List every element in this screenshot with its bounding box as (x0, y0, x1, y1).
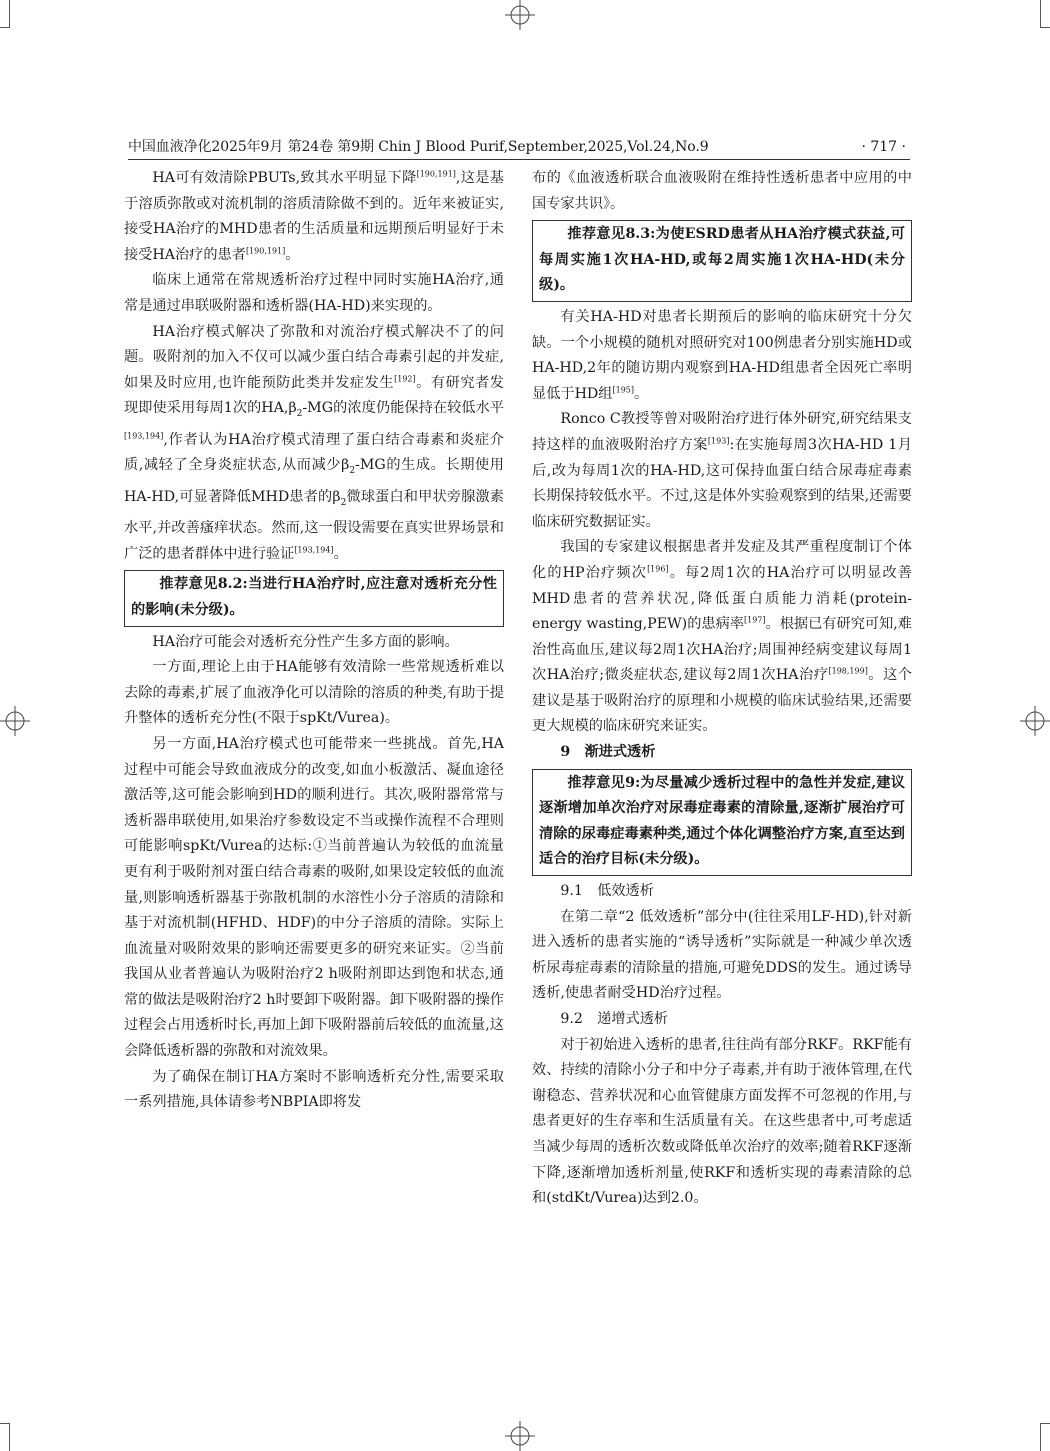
text: 微球蛋白和甲状旁腺激素水平,并改善瘙痒状态。然而,这一假设需要在真实世界场景和广泛的患者群体中进行验证 (124, 488, 504, 562)
subscript: 2 (296, 409, 303, 420)
citation: [193] (707, 436, 730, 446)
text: 。 (333, 545, 348, 562)
text: 。 (634, 385, 649, 402)
citation: [192] (394, 374, 416, 384)
paragraph (532, 305, 912, 407)
text: 。 (285, 246, 300, 263)
crop-mark-bottom-left-h (0, 1423, 9, 1424)
running-header (128, 137, 910, 160)
paragraph (124, 166, 504, 268)
crop-mark-top-left-v (9, 0, 10, 28)
text: 。每2周1次的HA治疗可以明显改善MHD患者的营养状况,降低蛋白质能力消耗(protein-energy wasting,PEW)的患病率 (532, 564, 912, 633)
subscript: 2 (349, 466, 356, 477)
citation: [198,199] (828, 666, 868, 676)
text: HA治疗模式解决了弥散和对流治疗模式解决不了的问题。吸附剂的加入不仅可以减少蛋白结合毒素引起的并发症,如果及时应用,也许能预防此类并发症发生 (124, 323, 504, 391)
paragraph (532, 535, 912, 740)
citation: [193,194] (294, 545, 334, 555)
text: 有关HA-HD对患者长期预后的影响的临床研究十分欠缺。一个小规模的随机对照研究对100例患者分别实施HD或HA-HD,2年的随访期内观察到HA-HD组患者全因死亡率明显低于HD组 (532, 308, 912, 402)
text: 。根据已有研究可知,难治性高血压,建议每2周1次HA治疗;周围神经病变建议每周1次HA治疗;微炎症状态,建议每2周1次HA治疗 (532, 616, 912, 684)
paragraph: 一方面,理论上由于HA能够有效清除一些常规透析难以去除的毒素,扩展了血液净化可以清除的溶质的种类,有助于提升整体的透析充分性(不限于spKt/Vurea)。 (124, 659, 504, 727)
subscript: 2 (340, 497, 347, 508)
left-column (124, 166, 504, 1116)
right-column (532, 166, 912, 1212)
text: HA可有效清除PBUTs,致其水平明显下降 (152, 170, 417, 186)
section-heading-9: 9 渐进式透析 (560, 744, 656, 761)
registration-mark-bottom (505, 1421, 535, 1451)
registration-mark-left (0, 706, 30, 736)
text: -MG的生成。长期使用HA-HD,可显著降低MHD患者的β (124, 457, 504, 505)
registration-mark-right (1020, 706, 1050, 736)
registration-mark-top (505, 0, 535, 30)
paragraph: 为了确保在制订HA方案时不影响透析充分性,需要采取一系列措施,具体请参考NBPIA即将发 (124, 1068, 504, 1111)
recommendation-box-8-3: 推荐意见8.3:为使ESRD患者从HA治疗模式获益,可每周实施1次HA-HD,或每2周实施1次HA-HD(未分级)。 (532, 220, 912, 302)
subsection-heading-9-2: 9.2 递增式透析 (560, 1011, 669, 1027)
subsection-heading-9-1: 9.1 低效透析 (560, 883, 654, 900)
paragraph: 对于初始进入透析的患者,往往尚有部分RKF。RKF能有效、持续的清除小分子和中分子毒素,并有助于液体管理,在代谢稳态、营养状况和心血管健康方面发挥不可忽视的作用,与患者更好的生存率和生活质量有关。在这些患者中,可考虑适当减少每周的透析次数或降低单次治疗的效率;随着RKF逐渐下降,逐渐增加透析剂量,使RKF和透析实现的毒素清除的总和(stdKt/Vurea)达到2.0。 (532, 1036, 912, 1207)
crop-mark-top-left-h (0, 27, 9, 28)
page-number: · 717 · (861, 139, 906, 155)
text: 我国的专家建议根据患者并发症及其严重程度制订个体化的HP治疗频次 (532, 539, 912, 581)
text: ,作者认为HA治疗模式清理了蛋白结合毒素和炎症介质,减轻了全身炎症状态,从而减少β (124, 431, 504, 474)
citation: [193,194] (124, 431, 164, 441)
citation: [190,191] (245, 246, 286, 256)
crop-mark-top-right-v (1040, 0, 1041, 28)
paragraph: 布的《血液透析联合血液吸附在维持性透析患者中应用的中国专家共识》。 (532, 170, 912, 212)
citation: [196] (647, 564, 669, 574)
citation: [195] (612, 385, 635, 395)
citation: [190,191] (416, 169, 456, 179)
text: 。有研究者发现即使采用每周1次的HA,β (124, 374, 504, 417)
text: Ronco C教授等曾对吸附治疗进行体外研究,研究结果支持这样的血液吸附治疗方案 (532, 411, 912, 453)
paragraph: 临床上通常在常规透析治疗过程中同时实施HA治疗,通常是通过串联吸附器和透析器(HA-HD)来实现的。 (124, 272, 504, 314)
recommendation-box-8-2: 推荐意见8.2:当进行HA治疗时,应注意对透析充分性的影响(未分级)。 (124, 570, 504, 626)
crop-mark-top-right-h (1041, 27, 1050, 28)
paragraph (124, 320, 504, 568)
journal-citation: 中国血液净化2025年9月 第24卷 第9期 Chin J Blood Purif,September,2025,Vol.24,No.9 (128, 139, 709, 155)
text: -MG的浓度仍能保持在较低水平 (302, 400, 505, 417)
text: ,这是基于溶质弥散或对流机制的溶质清除做不到的。近年来被证实,接受HA治疗的MHD患者的生活质量和远期预后明显好于未接受HA治疗的患者 (124, 170, 504, 263)
paragraph: HA治疗可能会对透析充分性产生多方面的影响。 (152, 633, 459, 650)
recommendation-box-9: 推荐意见9:为尽量减少透析过程中的急性并发症,建议逐渐增加单次治疗对尿毒症毒素的清除量,逐渐扩展治疗可清除的尿毒症毒素种类,通过个体化调整治疗方案,直至达到适合的治疗目标(未分级)。 (532, 769, 912, 876)
paragraph (532, 407, 912, 535)
text: 。这个建议是基于吸附治疗的原理和小规模的临床试验结果,还需要更大规模的临床研究来证实。 (532, 667, 912, 735)
crop-mark-bottom-right-h (1041, 1423, 1050, 1424)
crop-mark-bottom-right-v (1040, 1423, 1041, 1451)
crop-mark-bottom-left-v (9, 1423, 10, 1451)
text: :在实施每周3次HA-HD 1月后,改为每周1次的HA-HD,这可保持血蛋白结合尿毒症毒素长期保持较低水平。不过,这是体外实验观察到的结果,还需要临床研究数据证实。 (532, 436, 912, 530)
citation: [197] (744, 615, 766, 625)
paragraph: 另一方面,HA治疗模式也可能带来一些挑战。首先,HA过程中可能会导致血液成分的改变,如血小板激活、凝血途径激活等,这可能会影响到HD的顺利进行。其次,吸附器常常与透析器串联使用,如果治疗参数设定不当或操作流程不合理则可能影响spKt/Vurea的达标:①当前普遍认为较低的血流量更有利于吸附剂对蛋白结合毒素的吸附,如果设定较低的血流量,则影响透析器基于弥散机制的水溶性小分子溶质的清除和基于对流机制(HFHD、HDF)的中分子溶质的清除。实际上血流量对吸附效果的影响还需要更多的研究来证实。②当前我国从业者普遍认为吸附治疗2 h吸附剂即达到饱和状态,通常的做法是吸附治疗2 h时要卸下吸附器。卸下吸附器的操作过程会占用透析时长,再加上卸下吸附器前后较低的血流量,这会降低透析器的弥散和对流效果。 (124, 735, 504, 1060)
paragraph: 在第二章“2 低效透析”部分中(往往采用LF-HD),针对新进入透析的患者实施的“诱导透析”实际就是一种减少单次透析尿毒症毒素的清除量的措施,可避免DDS的发生。通过诱导透析,使患者耐受HD治疗过程。 (532, 908, 912, 1002)
